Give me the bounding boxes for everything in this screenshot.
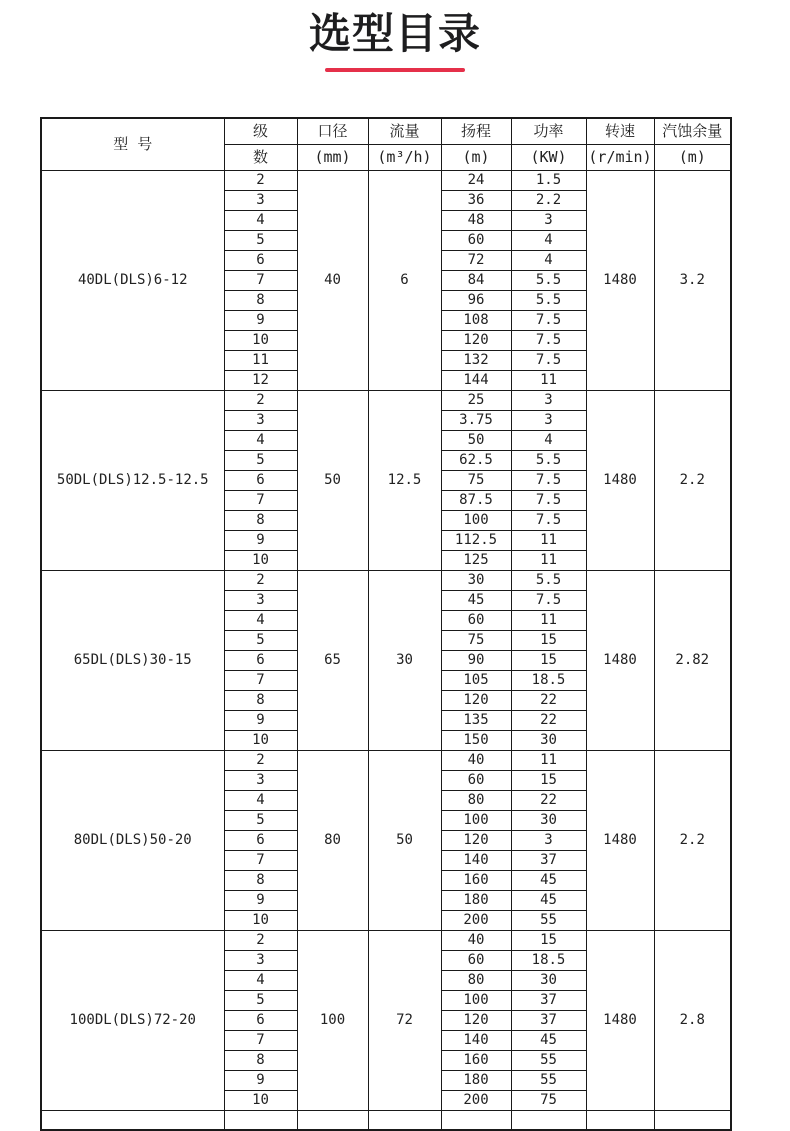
flow-cell: 12.5 (368, 391, 441, 571)
head-cell: 87.5 (441, 491, 511, 511)
head-cell: 80 (441, 791, 511, 811)
flow-cell: 6 (368, 171, 441, 391)
col-header-model: 型 号 (41, 118, 224, 171)
head-cell: 80 (441, 971, 511, 991)
power-cell: 30 (511, 971, 586, 991)
stage-cell: 3 (224, 411, 297, 431)
stage-cell: 11 (224, 351, 297, 371)
power-cell: 5.5 (511, 271, 586, 291)
head-cell: 120 (441, 331, 511, 351)
model-cell (41, 1111, 224, 1130)
power-cell: 3 (511, 411, 586, 431)
model-cell: 80DL(DLS)50-20 (41, 751, 224, 931)
col-header-flow: 流量 (368, 118, 441, 145)
head-cell: 200 (441, 1091, 511, 1111)
head-cell: 160 (441, 1051, 511, 1071)
power-cell: 15 (511, 651, 586, 671)
header-row-names (41, 118, 731, 145)
stage-cell: 10 (224, 731, 297, 751)
power-cell: 55 (511, 1051, 586, 1071)
power-cell: 45 (511, 891, 586, 911)
col-header-stages-top: 级 (224, 118, 297, 145)
npsh-cell: 2.8 (654, 931, 731, 1111)
stage-cell: 8 (224, 871, 297, 891)
power-cell: 4 (511, 431, 586, 451)
head-cell: 100 (441, 811, 511, 831)
diameter-cell (297, 1111, 368, 1130)
stage-cell (224, 1111, 297, 1130)
diameter-cell: 50 (297, 391, 368, 571)
power-cell: 37 (511, 1011, 586, 1031)
diameter-cell: 80 (297, 751, 368, 931)
stage-cell: 7 (224, 491, 297, 511)
head-cell: 135 (441, 711, 511, 731)
stage-cell: 6 (224, 471, 297, 491)
power-cell: 18.5 (511, 671, 586, 691)
power-cell: 7.5 (511, 311, 586, 331)
speed-cell: 1480 (586, 171, 654, 391)
power-cell: 45 (511, 871, 586, 891)
stage-cell: 3 (224, 771, 297, 791)
selection-catalog-table (40, 117, 732, 1131)
col-unit-power: (KW) (511, 145, 586, 171)
head-cell: 60 (441, 951, 511, 971)
head-cell: 120 (441, 1011, 511, 1031)
stage-cell: 9 (224, 311, 297, 331)
power-cell: 55 (511, 1071, 586, 1091)
power-cell: 3 (511, 831, 586, 851)
stage-cell: 8 (224, 691, 297, 711)
head-cell: 144 (441, 371, 511, 391)
power-cell: 5.5 (511, 291, 586, 311)
stage-cell: 2 (224, 931, 297, 951)
power-cell: 11 (511, 611, 586, 631)
power-cell: 37 (511, 851, 586, 871)
head-cell: 60 (441, 771, 511, 791)
head-cell: 120 (441, 691, 511, 711)
diameter-cell: 100 (297, 931, 368, 1111)
power-cell: 11 (511, 751, 586, 771)
stage-cell: 2 (224, 171, 297, 191)
stage-cell: 7 (224, 851, 297, 871)
col-header-stages-bottom: 数 (224, 145, 297, 171)
power-cell: 7.5 (511, 351, 586, 371)
head-cell: 100 (441, 511, 511, 531)
head-cell: 3.75 (441, 411, 511, 431)
head-cell: 48 (441, 211, 511, 231)
head-cell: 60 (441, 611, 511, 631)
stage-cell: 3 (224, 191, 297, 211)
power-cell: 7.5 (511, 491, 586, 511)
speed-cell: 1480 (586, 391, 654, 571)
head-cell: 84 (441, 271, 511, 291)
power-cell: 2.2 (511, 191, 586, 211)
model-cell: 100DL(DLS)72-20 (41, 931, 224, 1111)
col-header-speed: 转速 (586, 118, 654, 145)
power-cell: 55 (511, 911, 586, 931)
diameter-cell: 40 (297, 171, 368, 391)
col-header-head: 扬程 (441, 118, 511, 145)
power-cell: 7.5 (511, 331, 586, 351)
power-cell: 30 (511, 811, 586, 831)
stage-cell: 5 (224, 451, 297, 471)
head-cell: 40 (441, 931, 511, 951)
power-cell: 22 (511, 791, 586, 811)
table-row (41, 751, 731, 771)
col-unit-diameter: (mm) (297, 145, 368, 171)
stage-cell: 3 (224, 591, 297, 611)
head-cell: 140 (441, 1031, 511, 1051)
head-cell: 150 (441, 731, 511, 751)
power-cell: 3 (511, 391, 586, 411)
stage-cell: 7 (224, 671, 297, 691)
power-cell: 7.5 (511, 471, 586, 491)
power-cell: 15 (511, 771, 586, 791)
diameter-cell: 65 (297, 571, 368, 751)
npsh-cell: 2.82 (654, 571, 731, 751)
power-cell: 4 (511, 231, 586, 251)
speed-cell: 1480 (586, 571, 654, 751)
stage-cell: 7 (224, 271, 297, 291)
page-title: 选型目录 (308, 9, 481, 58)
head-cell: 108 (441, 311, 511, 331)
power-cell: 5.5 (511, 451, 586, 471)
stage-cell: 2 (224, 571, 297, 591)
power-cell: 37 (511, 991, 586, 1011)
stage-cell: 10 (224, 911, 297, 931)
stage-cell: 2 (224, 391, 297, 411)
table-row (41, 931, 731, 951)
stage-cell: 10 (224, 551, 297, 571)
table-row (41, 571, 731, 591)
speed-cell: 1480 (586, 751, 654, 931)
head-cell: 200 (441, 911, 511, 931)
head-cell: 120 (441, 831, 511, 851)
stage-cell: 8 (224, 511, 297, 531)
head-cell: 90 (441, 651, 511, 671)
power-cell: 7.5 (511, 511, 586, 531)
head-cell: 105 (441, 671, 511, 691)
stage-cell: 10 (224, 1091, 297, 1111)
head-cell: 30 (441, 571, 511, 591)
head-cell: 96 (441, 291, 511, 311)
speed-cell: 1480 (586, 931, 654, 1111)
col-header-npsh: 汽蚀余量 (654, 118, 731, 145)
flow-cell: 72 (368, 931, 441, 1111)
head-cell: 160 (441, 871, 511, 891)
power-cell: 11 (511, 551, 586, 571)
head-cell: 24 (441, 171, 511, 191)
model-cell: 50DL(DLS)12.5-12.5 (41, 391, 224, 571)
stage-cell: 6 (224, 1011, 297, 1031)
npsh-cell: 2.2 (654, 751, 731, 931)
col-unit-flow: (m³/h) (368, 145, 441, 171)
stage-cell: 6 (224, 251, 297, 271)
power-cell (511, 1111, 586, 1130)
stage-cell: 9 (224, 1071, 297, 1091)
table-body (41, 171, 731, 1130)
table-row (41, 1111, 731, 1130)
head-cell: 72 (441, 251, 511, 271)
flow-cell (368, 1111, 441, 1130)
stage-cell: 3 (224, 951, 297, 971)
stage-cell: 8 (224, 291, 297, 311)
npsh-cell: 2.2 (654, 391, 731, 571)
title-underline (325, 68, 465, 72)
power-cell: 7.5 (511, 591, 586, 611)
head-cell: 132 (441, 351, 511, 371)
stage-cell: 2 (224, 751, 297, 771)
head-cell: 36 (441, 191, 511, 211)
head-cell: 25 (441, 391, 511, 411)
power-cell: 22 (511, 711, 586, 731)
model-cell: 40DL(DLS)6-12 (41, 171, 224, 391)
table-row (41, 171, 731, 191)
head-cell: 75 (441, 631, 511, 651)
power-cell: 3 (511, 211, 586, 231)
col-header-power: 功率 (511, 118, 586, 145)
power-cell: 4 (511, 251, 586, 271)
power-cell: 11 (511, 531, 586, 551)
power-cell: 22 (511, 691, 586, 711)
stage-cell: 10 (224, 331, 297, 351)
npsh-cell: 3.2 (654, 171, 731, 391)
table-header (41, 118, 731, 171)
stage-cell: 4 (224, 611, 297, 631)
power-cell: 18.5 (511, 951, 586, 971)
power-cell: 15 (511, 931, 586, 951)
col-unit-head: (m) (441, 145, 511, 171)
flow-cell: 30 (368, 571, 441, 751)
table-row (41, 391, 731, 411)
stage-cell: 5 (224, 811, 297, 831)
stage-cell: 8 (224, 1051, 297, 1071)
power-cell: 1.5 (511, 171, 586, 191)
col-header-diameter: 口径 (297, 118, 368, 145)
stage-cell: 4 (224, 971, 297, 991)
stage-cell: 5 (224, 991, 297, 1011)
head-cell: 180 (441, 1071, 511, 1091)
head-cell: 75 (441, 471, 511, 491)
head-cell (441, 1111, 511, 1130)
stage-cell: 4 (224, 211, 297, 231)
head-cell: 60 (441, 231, 511, 251)
stage-cell: 12 (224, 371, 297, 391)
power-cell: 15 (511, 631, 586, 651)
power-cell: 75 (511, 1091, 586, 1111)
head-cell: 40 (441, 751, 511, 771)
power-cell: 30 (511, 731, 586, 751)
head-cell: 62.5 (441, 451, 511, 471)
head-cell: 50 (441, 431, 511, 451)
stage-cell: 9 (224, 891, 297, 911)
stage-cell: 5 (224, 631, 297, 651)
head-cell: 112.5 (441, 531, 511, 551)
stage-cell: 4 (224, 431, 297, 451)
col-unit-speed: (r/min) (586, 145, 654, 171)
power-cell: 11 (511, 371, 586, 391)
stage-cell: 4 (224, 791, 297, 811)
head-cell: 125 (441, 551, 511, 571)
npsh-cell (654, 1111, 731, 1130)
head-cell: 140 (441, 851, 511, 871)
stage-cell: 5 (224, 231, 297, 251)
power-cell: 45 (511, 1031, 586, 1051)
head-cell: 100 (441, 991, 511, 1011)
model-cell: 65DL(DLS)30-15 (41, 571, 224, 751)
stage-cell: 9 (224, 711, 297, 731)
flow-cell: 50 (368, 751, 441, 931)
col-unit-npsh: (m) (654, 145, 731, 171)
stage-cell: 6 (224, 651, 297, 671)
stage-cell: 9 (224, 531, 297, 551)
head-cell: 45 (441, 591, 511, 611)
power-cell: 5.5 (511, 571, 586, 591)
stage-cell: 6 (224, 831, 297, 851)
speed-cell (586, 1111, 654, 1130)
stage-cell: 7 (224, 1031, 297, 1051)
head-cell: 180 (441, 891, 511, 911)
